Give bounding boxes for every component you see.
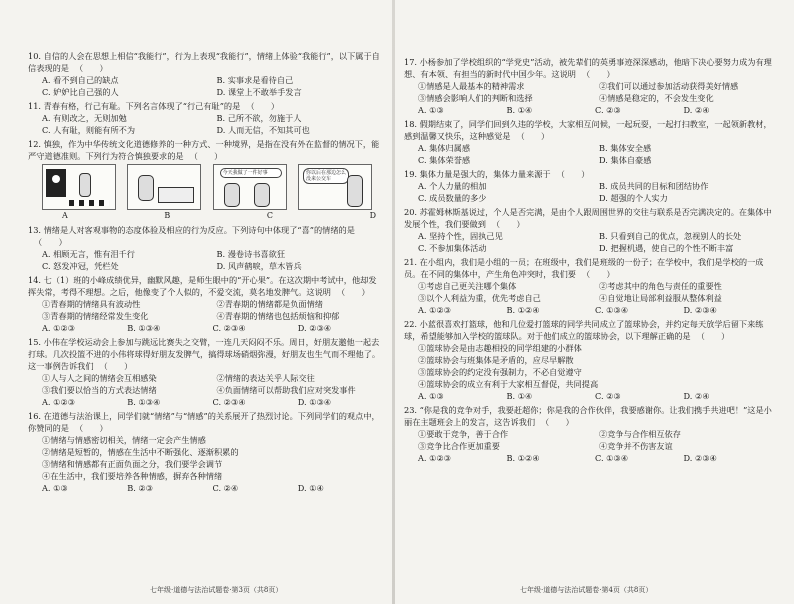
person-icon: [79, 173, 91, 197]
cartoon-label-a: A: [62, 211, 68, 220]
option-a: A. 有则改之，无则加勉: [42, 113, 127, 123]
option-c: C. ①③④: [595, 453, 629, 463]
option-b: B. ①③④: [127, 397, 161, 407]
question-21: 21. 在小组内，我们是小组的一员；在班级中，我们是班级的一份子；在学校中，我们是学校的一成员。在不同的集体中，产生角色冲突时，我们要 （ ） ①考虑自己更关注哪个集体 ②考虑其中的角色与责任的重要性 ③以个人利益为重，优先考虑自己 ④自觉地让局部利益服从整体利益 A. ①②③ B. ①②④ C. ①③④ D. ②③④: [404, 256, 772, 316]
option-d: D. ②③④: [297, 323, 332, 333]
option-c: C. 成员数量的多少: [418, 193, 487, 203]
option-b: B. 只看到自己的优点，忽视别人的长处: [599, 231, 742, 241]
statement: ①情感是人最基本的精神需求: [418, 81, 525, 91]
option-b: B. ①③④: [127, 323, 161, 333]
statement: ③情绪和情感都有正面负面之分，我们要学会调节: [42, 459, 223, 469]
option-a: A. ①③: [418, 105, 444, 115]
question-19: 19. 集体力量是强大的，集体力量来源于 （ ） A. 个人力量的相加 B. 成员共同的目标和团结协作 C. 成员数量的多少 D. 超强的个人实力: [404, 168, 772, 204]
question-16: 16. 在道德与法治课上，同学们就“情绪”与“情感”的关系展开了热烈讨论。下列同学们的观点中，你赞同的是 （ ） ①情绪与情感密切相关，情绪一定会产生情感 ②情绪是短暂的，情感在生活中不断强化、逐渐积累的 ③情绪和情感都有正面负面之分，我们要学会调节 ④在生活中，我们要培养各种情感，摒弃各种情绪 A. ①③ B. ②③ C. ②④ D. ①④: [28, 410, 383, 494]
option-c: C. ②④: [212, 483, 239, 493]
option-a: A. ①③: [42, 483, 68, 493]
statement: ②考虑其中的角色与责任的重要性: [599, 281, 722, 291]
statement: ②我们可以通过参加活动获得美好情感: [599, 81, 739, 91]
page-gutter: [392, 0, 395, 604]
option-c: C. 人有耻，则能有所不为: [42, 125, 136, 135]
option-d: D. 课堂上不敢举手发言: [216, 87, 302, 97]
option-b: B. ②③: [127, 483, 154, 493]
statement: ③竞争比合作更加重要: [418, 441, 500, 451]
option-c: C. 集体荣誉感: [418, 155, 471, 165]
question-11: 11. 青春有格，行己有耻。下列名言体现了“行己有耻”的是 （ ） A. 有则改之，无则加勉 B. 己所不欲，勿施于人 C. 人有耻，则能有所不为 D. 人而无信，不知其可也: [28, 100, 383, 136]
statement: ③青春期的情绪经常发生变化: [42, 311, 149, 321]
option-d: D. 人而无信，不知其可也: [216, 125, 310, 135]
statement: ④青春期的情绪也包括烦恼和抑郁: [216, 311, 340, 321]
cartoon-label-d: D: [369, 211, 376, 220]
option-b: B. ①②④: [506, 453, 540, 463]
cartoon-d: [298, 164, 372, 210]
option-b: B. 漫卷诗书喜欲狂: [216, 249, 286, 259]
option-c: C. 妒妒比自己强的人: [42, 87, 119, 97]
traffic-light-icon: [46, 169, 66, 197]
cartoon-c: [213, 164, 287, 210]
question-13: 13. 情绪是人对客观事物的态度体验及相应的行为反应。下列诗句中体现了“喜”的情绪的是（ ） A. 相顾无言，惟有泪千行 B. 漫卷诗书喜欲狂 C. 怒发冲冠，凭栏处 D. 风声鹤唳，草木皆兵: [28, 224, 383, 272]
student-icon: [254, 183, 270, 207]
statement: ④篮球协会的成立有利于大家相互督促，共同提高: [418, 379, 599, 389]
option-c: C. 怒发冲冠，凭栏处: [42, 261, 119, 271]
option-b: B. ①④: [506, 105, 533, 115]
speech-bubble: 你以后在那边怎么没来公交车: [303, 168, 349, 184]
student-icon: [138, 175, 154, 201]
right-page: [404, 56, 772, 466]
option-a: A. ①②③: [42, 323, 76, 333]
page-footer-right: 七年级·道德与法治试题卷·第4页（共8页）: [520, 586, 653, 594]
cartoon-a: [42, 164, 116, 210]
statement: ①要敢于竞争，善于合作: [418, 429, 509, 439]
statement: ①人与人之间的情绪会互相感染: [42, 373, 157, 383]
question-20: 20. 苏霍姆林斯基说过，个人是否完满，是由个人跟周围世界的交往与联系是否完满决定的。在集体中发展个性，我们要做到 （ ） A. 坚持个性，固执己见 B. 只看到自己的优点，忽视别人的长处 C. 不参加集体活动 D. 把握机遇，使自己的个性不断丰富: [404, 207, 772, 253]
option-d: D. 把握机遇，使自己的个性不断丰富: [599, 243, 734, 253]
option-b: B. 实事求是看待自己: [216, 75, 294, 85]
statement: ④在生活中，我们要培养各种情感，摒弃各种情绪: [42, 471, 223, 481]
option-b: B. ①②④: [506, 305, 540, 315]
option-d: D. ②④: [683, 391, 710, 401]
option-b: B. 成员共同的目标和团结协作: [599, 181, 709, 191]
option-a: A. 坚持个性，固执己见: [418, 231, 503, 241]
option-d: D. ②③④: [683, 453, 717, 463]
statement: ④自觉地让局部利益服从整体利益: [599, 293, 722, 303]
option-c: C. ②③④: [212, 397, 246, 407]
left-page: [28, 50, 383, 496]
cartoon-b: [127, 164, 201, 210]
option-a: A. 集体归属感: [418, 143, 471, 153]
option-a: A. 相顾无言，惟有泪千行: [42, 249, 135, 259]
crosswalk-icon: [69, 200, 109, 206]
statement: ③情感会影响人们的判断和选择: [418, 93, 533, 103]
statement: ④竞争并不伤害友谊: [599, 441, 673, 451]
statement: ②情绪的表达关乎人际交往: [216, 373, 315, 383]
statement: ②篮球协会与班集体是矛盾的，应尽早解散: [418, 355, 574, 365]
desk-icon: [158, 187, 194, 203]
cartoon-label-c: C: [266, 211, 273, 220]
option-b: B. 己所不欲，勿施于人: [216, 113, 302, 123]
option-d: D. 超强的个人实力: [599, 193, 668, 203]
statement: ③篮球协会的约定没有强制力，不必自觉遵守: [418, 367, 582, 377]
option-c: C. ②③: [595, 105, 621, 115]
statement: ②青春期的情绪都是负面情绪: [216, 299, 323, 309]
option-a: A. 看不到自己的缺点: [42, 75, 119, 85]
option-a: A. ①②③: [418, 453, 452, 463]
option-a: A. ①②③: [42, 397, 76, 407]
option-d: D. 风声鹤唳，草木皆兵: [216, 261, 302, 271]
speech-bubble: 今天我做了一件好事: [220, 168, 282, 178]
option-a: A. ①③: [418, 391, 444, 401]
cartoon-row: [42, 164, 372, 210]
statement: ④情感是稳定的，不会发生变化: [599, 93, 714, 103]
option-b: B. 集体安全感: [599, 143, 652, 153]
option-c: C. ①③④: [595, 305, 629, 315]
statement: ①情绪与情感密切相关，情绪一定会产生情感: [42, 435, 206, 445]
statement: ③我们要以恰当的方式表达情绪: [42, 385, 157, 395]
option-d: D. ①④: [297, 483, 324, 493]
option-d: D. ②④: [683, 105, 710, 115]
statement: ②竞争与合作相互依存: [599, 429, 681, 439]
option-c: C. 不参加集体活动: [418, 243, 487, 253]
option-a: A. ①②③: [418, 305, 452, 315]
statement: ④负面情绪可以帮助我们应对突发事件: [216, 385, 356, 395]
statement: ③以个人利益为重，优先考虑自己: [418, 293, 541, 303]
question-17: 17. 小杨参加了学校组织的“学党史”活动，被先辈们的英勇事迹深深感动，他暗下决心要努力成为有理想、有本领、有担当的新时代中国少年。这说明 （ ） ①情感是人最基本的精神需求 ②我们可以通过参加活动获得美好情感 ③情感会影响人们的判断和选择 ④情感是稳定的，不会发生变化 A. ①③ B. ①④ C. ②③ D. ②④: [404, 57, 772, 115]
page-footer-left: 七年级·道德与法治试题卷·第3页（共8页）: [150, 586, 283, 594]
question-10: 10. 自信的人会在思想上相信“我能行”，行为上表现“我能行”，情绪上体验“我能行”，以下属于自信表现的是 （ ） A. 看不到自己的缺点 B. 实事求是看待自己 C. 妒妒比自己强的人 D. 课堂上不敢举手发言: [28, 50, 383, 98]
option-d: D. 集体自豪感: [599, 155, 652, 165]
question-23: 23. “你是我的竞争对手，我要赶超你；你是我的合作伙伴，我要感谢你。让我们携手共进吧！”这是小丽在主题班会上的发言，这告诉我们 （ ） ①要敢于竞争，善于合作 ②竞争与合作相互依存 ③竞争比合作更加重要 ④竞争并不伤害友谊 A. ①②③ B. ①②④ C. ①③④ D. ②③④: [404, 405, 772, 463]
statement: ①青春期的情绪具有波动性: [42, 299, 141, 309]
option-c: C. ②③: [595, 391, 621, 401]
option-b: B. ①④: [506, 391, 533, 401]
option-a: A. 个人力量的相加: [418, 181, 487, 191]
option-d: D. ②③④: [683, 305, 717, 315]
statement: ①篮球协会是由志趣相投的同学组建的小群体: [418, 343, 582, 353]
cartoon-label-b: B: [164, 211, 171, 220]
student-icon: [224, 183, 240, 207]
statement: ①考虑自己更关注哪个集体: [418, 281, 517, 291]
question-15: 15. 小伟在学校运动会上参加与跳远比赛失之交臂，一连几天闷闷不乐。周日，好朋友邀他一起去打球。几次投篮不进的小伟将球得好朋友发脾气，搞得球场硝烟弥漫，好朋友也生气而不理他了。这一事例告诉我们 （ ） ①人与人之间的情绪会互相感染 ②情绪的表达关乎人际交往 ③我们要以恰当的方式表达情绪 ④负面情绪可以帮助我们应对突发事件 A. ①②③ B. ①③④ C. ②③④ D. ①③④: [28, 336, 383, 408]
question-14: 14. 七（1）班的小峰成绩优异，幽默风趣，是师生眼中的“开心果”。在这次期中考试中，他却发挥失常，考得不理想。之后，他像变了个人似的，不爱交流，莫名地发脾气。这说明 （ ） ①青春期的情绪具有波动性 ②青春期的情绪都是负面情绪 ③青春期的情绪经常发生变化 ④青春期的情绪也包括烦恼和抑郁 A. ①②③ B. ①③④ C. ②③④ D. ②③④: [28, 274, 383, 334]
question-18: 18. 假期结束了，同学们回到久违的学校，大家相互问候，一起玩耍，一起打扫教室，一起领新教材，感到温馨又快乐，这种感觉是 （ ） A. 集体归属感 B. 集体安全感 C. 集体荣誉感 D. 集体自豪感: [404, 119, 772, 165]
statement: ②情绪是短暂的，情感在生活中不断强化、逐渐积累的: [42, 447, 239, 457]
question-12: 12. 慎独，作为中华传统文化道德修养的一种方式、一种境界，是指在没有外在监督的情况下，能严守道德准则。下列行为符合慎独要求的是 （ ） 今天我做了一件好事 你以后在那边怎么没来公交车 A B C D: [28, 139, 380, 220]
option-c: C. ②③④: [212, 323, 246, 333]
person-icon: [347, 175, 363, 207]
option-d: D. ①③④: [297, 397, 332, 407]
question-22: 22. 小蓝很喜欢打篮球，他和几位爱打篮球的同学共同成立了篮球协会，并约定每天放学后留下来练球，希望能够加入学校的篮球队。对于他们成立的篮球协会，以下理解正确的是 （ ） ①篮球协会是由志趣相投的同学组建的小群体 ②篮球协会与班集体是矛盾的，应尽早解散 ③篮球协会的约定没有强制力，不必自觉遵守 ④篮球协会的成立有利于大家相互督促，共同提高 A. ①③ B. ①④ C. ②③ D. ②④: [404, 318, 772, 402]
